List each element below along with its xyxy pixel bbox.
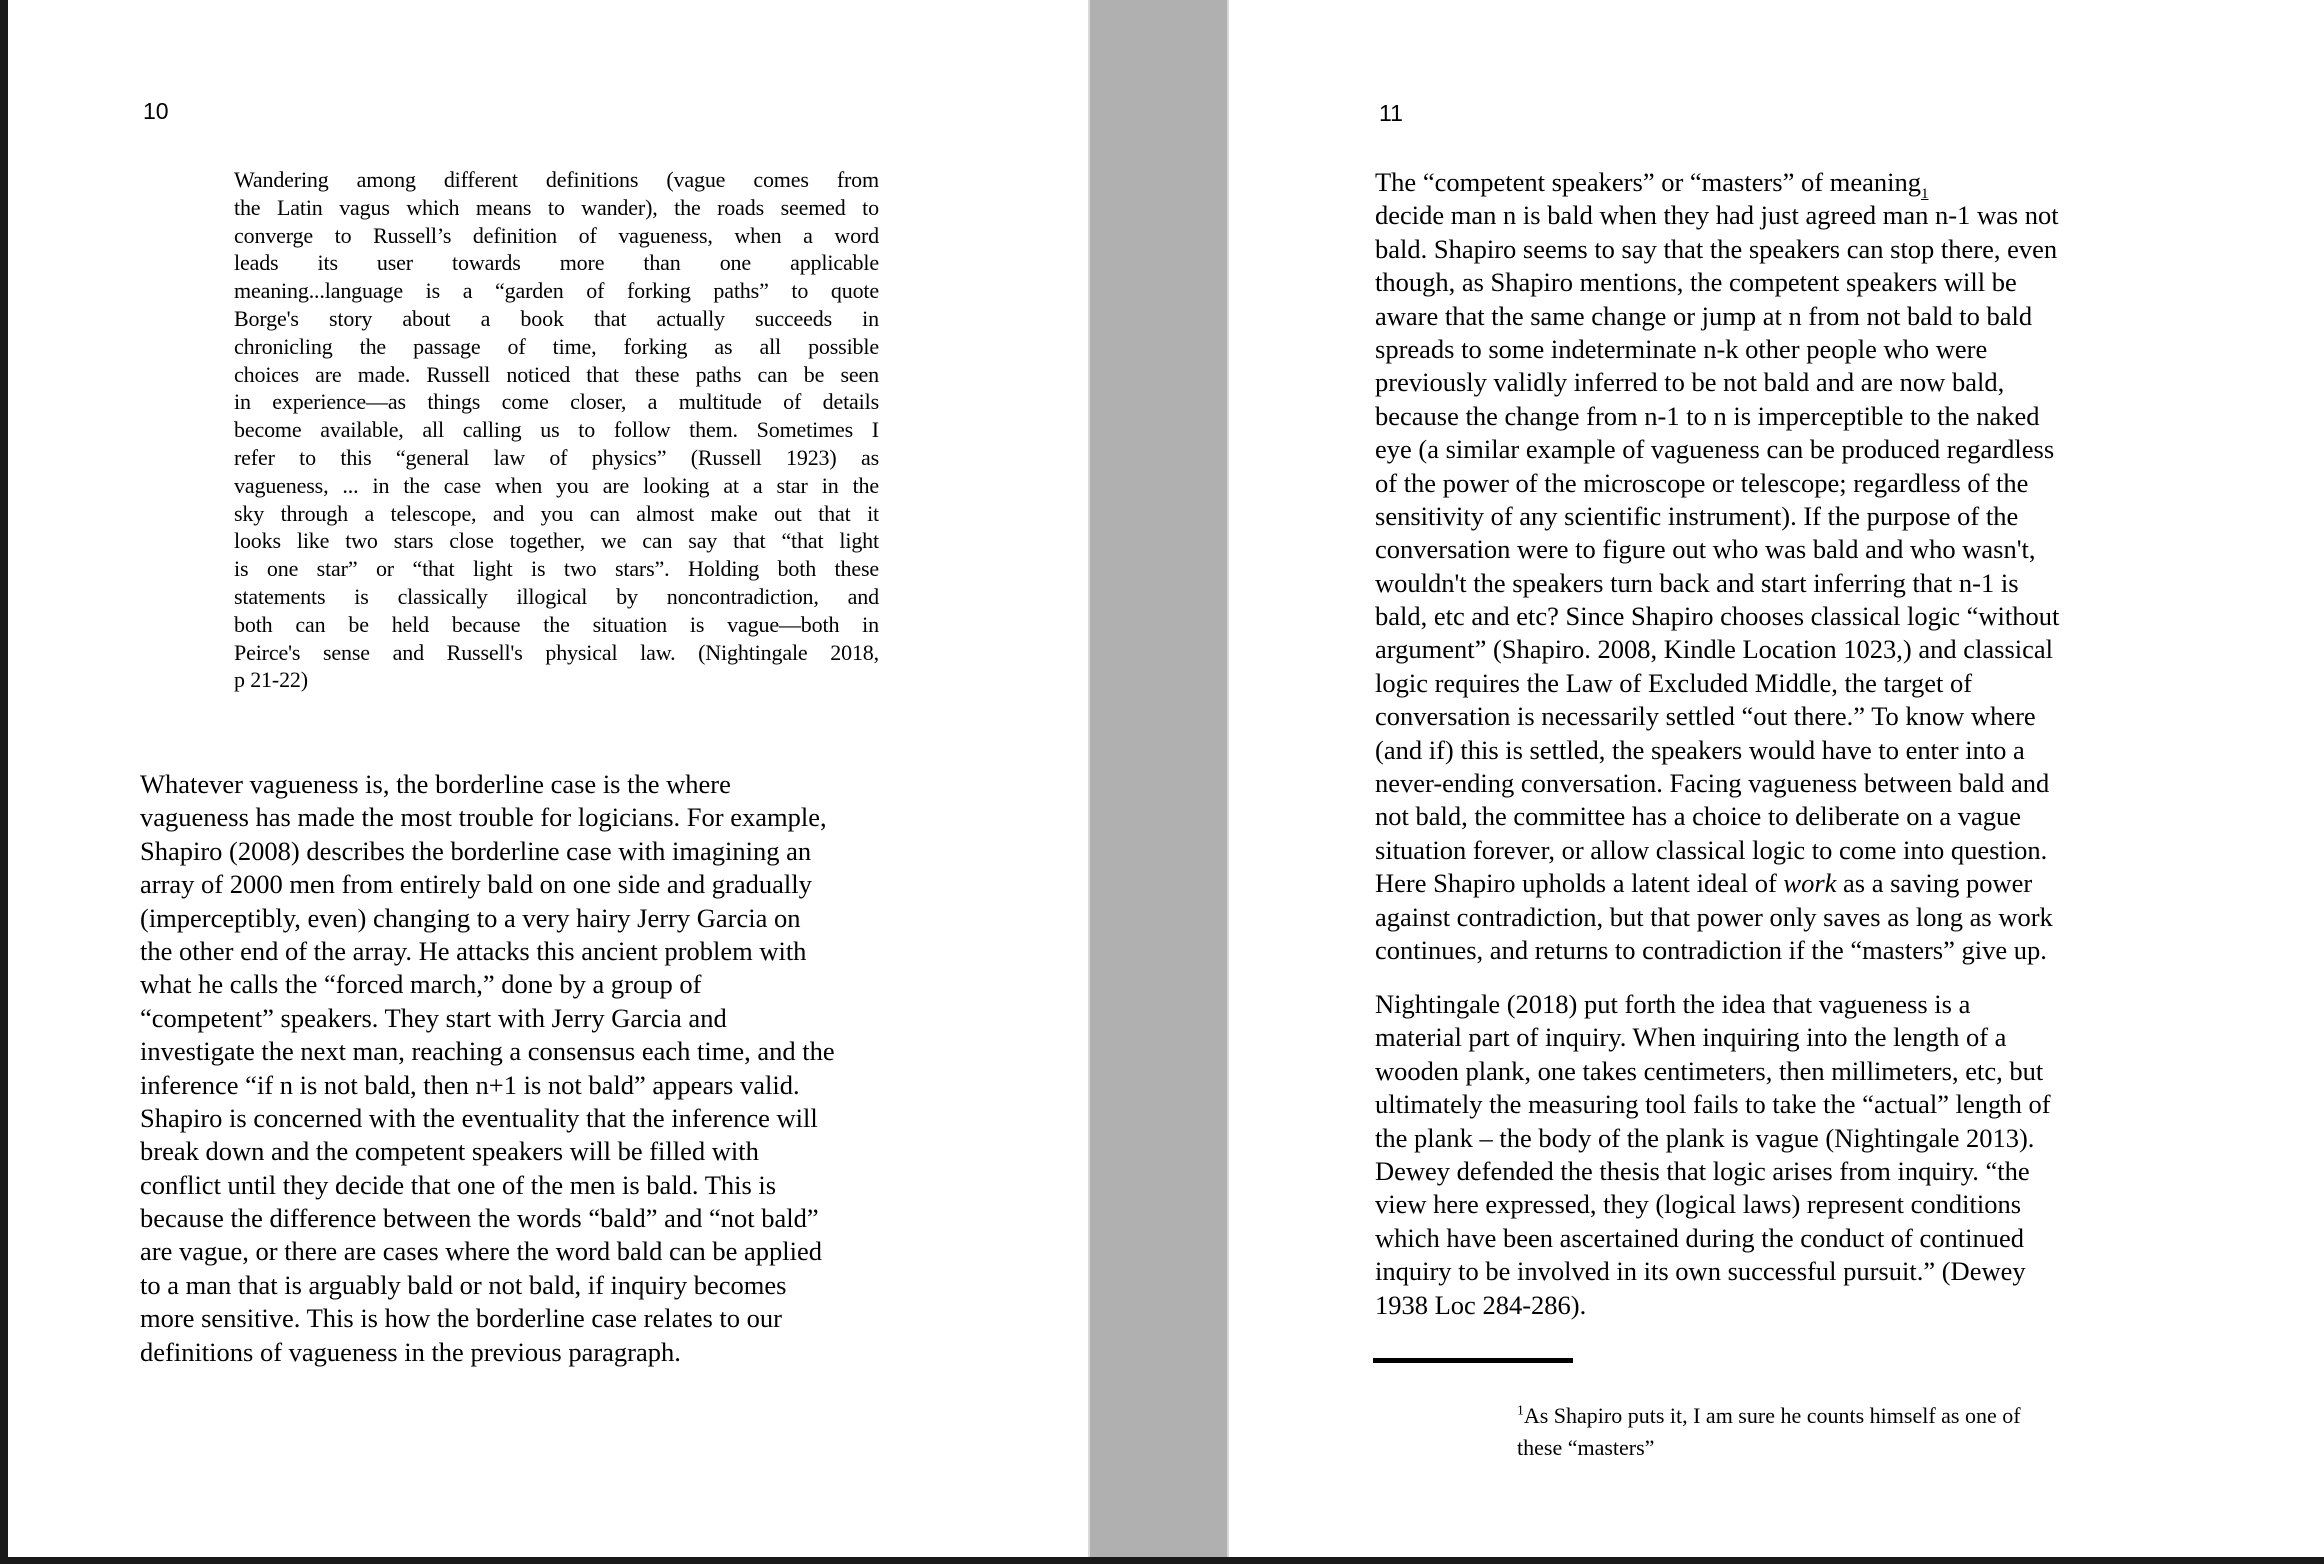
paragraph-text-line: sensitivity of any scientific instrument). If the purpose of the [1375,500,2019,531]
quote-text-line: converge to Russell’s definition of vagueness, when a word [234,222,879,248]
paragraph-text-line: more sensitive. This is how the borderline case relates to our [140,1303,782,1334]
paragraph-text-line: 1938 Loc 284-286). [1375,1289,1587,1320]
quote-text-line: vagueness, ... in the case when you are looking at a star in the [234,472,879,498]
paragraph-text-line: what he calls the “forced march,” done by a group of [140,969,702,1000]
paragraph-text-line: “competent” speakers. They start with Jerry Garcia and [140,1002,727,1033]
paragraph-text-line: of the power of the microscope or telescope; regardless of the [1375,467,2029,498]
paragraph-text-line: bald. Shapiro seems to say that the speakers can stop there, even [1375,233,2058,264]
paragraph-text-line: situation forever, or allow classical logic to come into question. [1375,834,2048,865]
paragraph-text-line: conversation is necessarily settled “out there.” To know where [1375,701,2036,732]
paragraph-text-line: view here expressed, they (logical laws) represent conditions [1375,1189,2022,1220]
quote-text-line: in experience—as things come closer, a multitude of details [234,389,879,415]
page-number: 10 [143,98,169,124]
paragraph-text-line: previously validly inferred to be not bald and are now bald, [1375,367,2005,398]
footnote [1517,1400,2167,1464]
page-11 [1229,0,2324,1557]
quote-text-line: p 21-22) [234,667,308,693]
paragraph-text-line: The “competent speakers” or “masters” of meaning$_1$ [1375,167,1929,202]
paragraph-text-line: decide man n is bald when they had just agreed man n-1 was not [1375,200,2059,231]
quote-text-line: become available, all calling us to follow them. Sometimes I [234,417,879,443]
quote-text-line: the Latin vagus which means to wander), the roads seemed to [234,194,879,220]
paragraph-text-line: break down and the competent speakers will be filled with [140,1136,759,1167]
quote-text-line: sky through a telescope, and you can almost make out that it [234,500,879,526]
page-10 [8,0,1088,1557]
paragraph-text-line: conversation were to figure out who was bald and who wasn't, [1375,534,2036,565]
paragraph-text-line: (imperceptibly, even) changing to a very hairy Jerry Garcia on [140,902,801,933]
footnote-text-line: $^1$As Shapiro puts it, I am sure he counts himself as one of [1517,1402,2021,1428]
paragraph-text-line: aware that the same change or jump at n from not bald to bald [1375,300,2033,331]
quote-text-line: refer to this “general law of physics” (Russell 1923) as [234,444,879,470]
paragraph-text-line: conflict until they decide that one of the men is bald. This is [140,1169,777,1200]
paragraph-text-line: because the change from n-1 to n is imperceptible to the naked [1375,400,2040,431]
paragraph-text-line: Shapiro (2008) describes the borderline case with imagining an [140,835,812,866]
footnote-ref-link[interactable]: 1 [1920,186,1929,202]
quote-text-line: Peirce's sense and Russell's physical law. (Nightingale 2018, [234,639,879,665]
paragraph-text-line: are vague, or there are cases where the word bald can be applied [140,1236,823,1267]
paragraph-text-line: wouldn't the speakers turn back and start inferring that n-1 is [1375,567,2019,598]
paragraph-text-line: Shapiro is concerned with the eventuality that the inference will [140,1102,818,1133]
quote-text-line: leads its user towards more than one applicable [234,250,879,276]
footnote-text-line: these “masters” [1517,1435,1655,1460]
paragraph-text-line: to a man that is arguably bald or not bald, if inquiry becomes [140,1269,787,1300]
paragraph-text-line: Here Shapiro upholds a latent ideal of work as a saving power [1375,868,2033,899]
quote-text-line: looks like two stars close together, we can say that “that light [234,528,879,554]
block-quote [234,166,879,694]
paragraph-text-line: spreads to some indeterminate n-k other people who were [1375,333,1988,364]
paragraph-text-line: material part of inquiry. When inquiring into the length of a [1375,1022,2007,1053]
paragraph-text-line: (and if) this is settled, the speakers would have to enter into a [1375,734,2025,765]
body-paragraph [1375,988,2180,1322]
left-edge-bar [0,0,8,1564]
paragraph-text-line: bald, etc and etc? Since Shapiro chooses classical logic “without [1375,601,2060,632]
quote-text-line: choices are made. Russell noticed that these paths can be seen [234,361,879,387]
quote-text-line: Wandering among different definitions (vague comes from [234,167,879,192]
body-paragraph [1375,166,2180,967]
paragraph-text-line: which have been ascertained during the conduct of continued [1375,1222,2025,1253]
quote-text-line: statements is classically illogical by noncontradiction, and [234,583,879,609]
quote-text-line: Borge's story about a book that actually succeeds in [234,305,879,331]
paragraph-text-line: never-ending conversation. Facing vagueness between bald and [1375,768,2050,799]
paragraph-text-line: the plank – the body of the plank is vague (Nightingale 2013). [1375,1122,2035,1153]
paragraph-text-line: definitions of vagueness in the previous paragraph. [140,1336,681,1367]
paragraph-text-line: eye (a similar example of vagueness can be produced regardless [1375,434,2055,465]
body-paragraph [140,768,950,1369]
quote-text-line: meaning...language is a “garden of forking paths” to quote [234,278,879,304]
paragraph-text-line: argument” (Shapiro. 2008, Kindle Location 1023,) and classical [1375,634,2054,665]
paragraph-text-line: not bald, the committee has a choice to deliberate on a vague [1375,801,2022,832]
paragraph-text-line: inference “if n is not bald, then n+1 is not bald” appears valid. [140,1069,800,1100]
paragraph-text-line: logic requires the Law of Excluded Middle, the target of [1375,667,1973,698]
paragraph-text-line: wooden plank, one takes centimeters, then millimeters, etc, but [1375,1055,2044,1086]
paragraph-text-line: array of 2000 men from entirely bald on one side and gradually [140,869,812,900]
paragraph-text-line: continues, and returns to contradiction if the “masters” give up. [1375,934,2047,965]
paragraph-text-line: Dewey defended the thesis that logic arises from inquiry. “the [1375,1155,2030,1186]
paragraph-text-line: the other end of the array. He attacks this ancient problem with [140,935,807,966]
paragraph-text-line: because the difference between the words “bald” and “not bald” [140,1203,819,1234]
paragraph-text-line: vagueness has made the most trouble for logicians. For example, [140,802,827,833]
page-number: 11 [1379,100,1403,126]
paragraph-text-line: Nightingale (2018) put forth the idea that vagueness is a [1375,989,1971,1019]
quote-text-line: chronicling the passage of time, forking as all possible [234,333,879,359]
paragraph-text-line: investigate the next man, reaching a consensus each time, and the [140,1036,835,1067]
paragraph-text-line: though, as Shapiro mentions, the competent speakers will be [1375,267,2017,298]
bottom-edge-bar [0,1557,2324,1564]
paragraph-text-line: ultimately the measuring tool fails to take the “actual” length of [1375,1089,2051,1120]
paragraph-text-line: inquiry to be involved in its own successful pursuit.” (Dewey [1375,1256,2026,1287]
footnote-separator-rule [1373,1358,1573,1363]
paragraph-text-line: against contradiction, but that power only saves as long as work [1375,901,2053,932]
quote-text-line: is one star” or “that light is two stars”. Holding both these [234,556,879,582]
quote-text-line: both can be held because the situation is vague—both in [234,611,879,637]
page-gap-divider [1088,0,1229,1557]
paragraph-text-line: Whatever vagueness is, the borderline case is the where [140,769,731,799]
